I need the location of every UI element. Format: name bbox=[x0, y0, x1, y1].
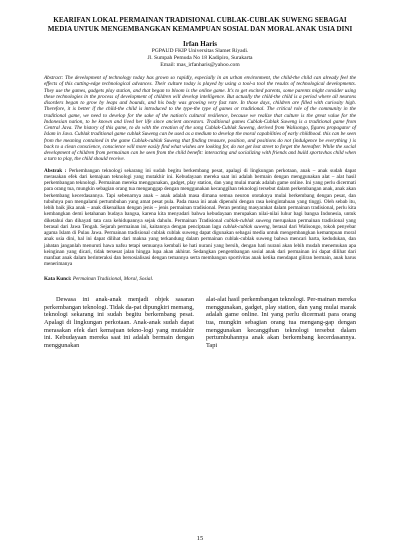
abstrak-italic-2: cublak-cublak suweng, bbox=[222, 223, 271, 230]
page-number: 15 bbox=[196, 535, 204, 542]
keywords-text: Permainan Tradisional, Moral, Sosial. bbox=[72, 275, 154, 282]
affiliation-email: Email: mas_irfanharis@yahoo.com bbox=[160, 62, 240, 69]
keywords-label: Kata Kunci: bbox=[44, 275, 72, 282]
body-paragraph-right: alat-alat hasil perkembangan teknologi. Per-mainan mereka menggunakan, gadget, play station, dan yang mulai marak adalah game online. Ini yang perlu dicermati para orang tua, mungkin sebagian orang tua mengang-gap dengan menggunakan kecanggihan teknologi tersebut dalam pertumbuhannya anak akan berkembang kecerdasannya. Tapi bbox=[206, 295, 356, 350]
affiliation-line-1: PGPAUD FKIP Universitas Slamet Riyadi. bbox=[151, 48, 249, 55]
body-paragraph-left: Dewasa ini anak-anak menjadi objek sasaran perkembangan teknologi. Tidak da-pat dipungkiri memang, teknologi sekarang ini sudah begitu berkembang pesat. Apalagi di lingkungan perkotaan. Anak-anak sudah dapat merasakan efek dari kemajuan tekno-logi yang mutakhir ini. Kebudayaan mereka saat ini adalah bermain dengan menggunakan bbox=[44, 295, 194, 350]
paper-title: KEARIFAN LOKAL PERMAINAN TRADISIONAL CUBLAK-CUBLAK SUWENG SEBAGAI MEDIA UNTUK MENGEMBANGKAN KEMAMPUAN SOSIAL DAN MORAL ANAK USIA DINI bbox=[47, 16, 353, 33]
abstrak-text-3: berasal dari Walisongo, tokoh penyebar agama Islam di Pulau Jawa. Permainan tradisional cublak cublak suweng dapat digunakan sebagai media untuk mengembangkan kemampuan moral anak usia dini, hal ini dapat dilihat dari makna yang terkandung dalam permainan cublak-cublak suweng bahwa mencari harta, kedudukan, dan jabatan janganlah menuruti hawa nafsu tetapi semuanya kembali ke hati nurani yang bersih, dengan hati nurani akan lebih mudah menemukan apa keinginan yang dicari, tidak tersesat jalan hingga lupa akan akhirat. Sedangkan pengembangan sosial anak dari permainan ini dapat dilihat dari manfaat anak dalam berinteraksi dan bersosialisasi dengan temannya serta membangun sportivitas anak ketika mendapat giliran bermain, anak harus menerimanya bbox=[44, 223, 357, 268]
abstrak-label: Abstrak : bbox=[44, 167, 67, 174]
abstrak-italic-1: cublak-cublak suweng bbox=[224, 217, 272, 224]
abstract-en-text: The development of technology today has grown so rapidly, especially in an urban environment, the child-the child can already feel the effects of this cutting-edge technological advances. Their culture today is played by using a tool-a tool the results of technological developments. They use the games, gadgets play station, and that began to bloom is the online game. It's to get excited parents, some parents might consider using these technologies in the process of development of children will develop intelligence. But actually the child-the child is a period where all neurons disorders began to grow by leaps and bounds, and his body was growing very fast rate. In those days, children are filled with curiosity high. Therefore, it is better if the child-the child is introduced to the type-the type of games or traditional. The critical role of the community in the traditional game, we need to develop for the sake of the nation's cultural resilience, because we realize that culture is the great value for the Indonesian nation, to be known and lived her life since ancient ancestors. Traditional games Cublak-Cublak Suweng is a traditional game from Central Java. The history of this game, to do with the creation of the song Cublak-Cublak Suweng, derived from Walisongo, figures propagator of Islam in Java. Cublak traditional game cublak Suweng can be used as a medium to develop the moral capabilities of early childhood. this can be seen from the meaning contained in the game Cublak-cublak Suweng that finding treasure, position, and positions do not (indulgence be everything ) is back to a clean conscience, conscience will more easily find what wishes are looking for, do not get lost street to forget the hereafter. While the social development of children from permainan can be seen from the child benefit: interacting and socializing with friends and build sportsvhas child when a turn to play, the child should receive. bbox=[44, 75, 357, 163]
body-column-right bbox=[206, 296, 356, 350]
abstract-en-label: Abstract: bbox=[44, 75, 64, 82]
author-name: Irfan Haris bbox=[182, 40, 218, 49]
abstract-english bbox=[44, 75, 356, 163]
abstrak-text-1: Perkembangan teknologi sekarang ini sudah begitu berkembang pesat, apalagi di lingkungan perkotaan, anak – anak sudah dapat merasakan efek dari kemajuan teknologi yang mutakhir ini. Kebudayaan mereka saat ini adalah bermain dengan menggunakan alat – alat hasil perkembangan teknologi. Permainan mereka menggunakan, gadget, play station, dan yang mulai marak adalah game online. Ini yang perlu dicermati para orang tua, mungkin sebagian orang tua menganggap dengan menggunakan kecanggihan teknologi tersebut dalam perkembangan anak, anak akan berkembang kecerdasannya. Tapi sebenarnya anak – anak adalah masa dimana semua neuron ototaknya mulai berkembang dengan pesat, dan tubuhnya pun mengalami pertumbuhan yang amat pesat pula. Pada masa ini anak dipenuhi dengan rasa keingintahuan yang tinggi. Oleh sebab itu, lebih baik jika anak – anak dikenalkan dengan jenis – jenis permainan tradisional. Peran penting masyarakat dalam permainan tradisional, perlu kita kembangkan demi ketahanan budaya bangsa, karena kita menyadari bahwa kebudayaan merupakan nilai-nilai luhur bagi bangsa Indonesia, untuk diketahui dan dihayati tata cara kehidupannya sejak dahulu. Permainan Tradisional bbox=[44, 167, 356, 224]
affiliation-line-2: Jl. Sumpah Pemuda No 18 Kadipiro, Surakarta bbox=[147, 55, 253, 62]
body-column-left bbox=[44, 296, 194, 350]
body-columns bbox=[44, 296, 356, 350]
abstract-indonesian bbox=[44, 168, 356, 268]
keywords bbox=[44, 276, 356, 282]
abstrak-text-2: merupakan permainan tradisional yang berasal dari Jawa Tengah. Sejarah permainan ini, kaitannya dengan penciptaan lagu bbox=[44, 217, 357, 230]
